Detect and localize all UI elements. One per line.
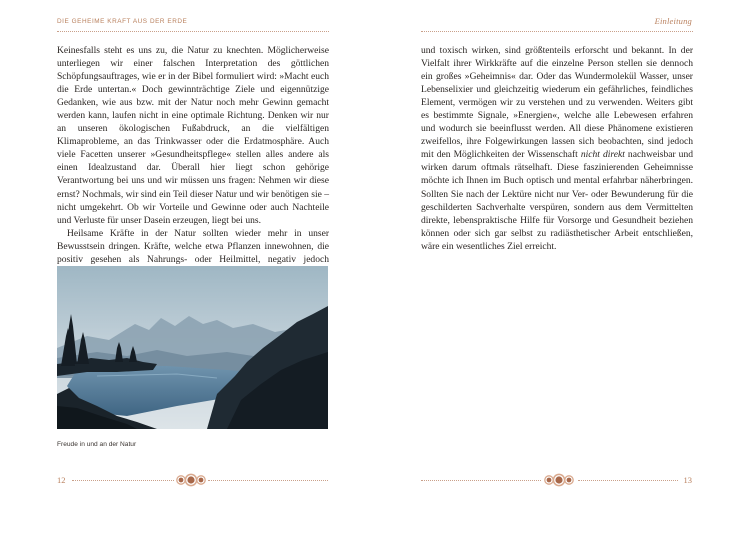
header-rule-right	[421, 31, 693, 32]
right-text-part-1: und toxisch wirken, sind größtenteils erforscht und bekannt. In der Vielfalt ihrer Wirkkräfte auf die einzelne Person stellen sie dennoch ein großes »Geheimnis« dar. Oder das Wundermolekül Wasser, unser Lebenselixier und gleichzeitig wiederum ein gefährliches, feindliches Element, vermögen wir zu verstehen und zu verwenden. Weiters gibt es bestimmte Signale, »Energien«, welche alle Lebewesen erfahren und wodurch sie beeinflusst werden. All diese Phänomene existieren zweifellos, ihre Folgewirkungen lassen sich beobachten, sind jedoch mit den Möglichkeiten der Wissenschaft	[421, 45, 693, 161]
left-paragraph-2: Heilsame Kräfte in der Natur sollten wieder mehr in unser Bewusstsein dringen. Kräfte, welche etwa Pflanzen innewohnen, die positiv gesehen als Nahrungs- oder Heilmittel, negativ jedoch	[57, 227, 329, 265]
left-paragraph-1: Keinesfalls steht es uns zu, die Natur zu knechten. Möglicherweise unterliegen wir einer falschen Interpretation des göttlichen Schöpfungsauftrages, wie er in der Bibel formuliert wird: »Macht euch die Erde untertan.« Doch gewinnträchtige Ziele und eigennützige Gedanken, wie aus bzw. mit der Natur noch mehr Gewinn gemacht werden kann, laufen nicht in eine optimale Richtung. Denken wir nur an unseren ökologischen Fußabdruck, an die vielfältigen Klimaprobleme, an das Trinkwasser oder die Erdatmosphäre. Auch viele Facetten unserer »Gesundheitspflege« stellen alles andere als einen Idealzustand dar. Überall hier liegt schon gehörige Verantwortung bei uns und wir müssen uns fragen: Nehmen wir diese ernst? Nochmals, wir sind ein Teil dieser Natur und wir benötigen sie – nicht umgekehrt. Ob wir Vorteile und Gewinne oder auch Nachteile und Verluste für unser Dasein erzeugen, liegt bei uns.	[57, 45, 329, 226]
page-number-right: 13	[683, 475, 692, 485]
three-circle-ornament-icon	[544, 473, 574, 487]
photo-caption: Freude in und an der Natur	[57, 441, 137, 448]
left-body-text	[57, 44, 329, 279]
mountain-lake-photo	[57, 266, 328, 429]
footer-rule-left-a	[72, 480, 174, 481]
running-head-right: Einleitung	[654, 16, 692, 26]
footer-rule-right-b	[578, 480, 678, 481]
right-page	[375, 0, 750, 543]
header-rule-left	[57, 31, 329, 32]
footer-rule-left-b	[208, 480, 328, 481]
right-text-emphasis: nicht direkt	[580, 149, 625, 161]
page-number-left: 12	[57, 475, 66, 485]
right-paragraph-1	[421, 44, 693, 253]
footer-rule-right-a	[421, 480, 541, 481]
running-head-left: DIE GEHEIME KRAFT AUS DER ERDE	[57, 18, 188, 25]
right-text-part-2: nachweisbar und wirken darum oftmals rätselhaft. Diese faszinierenden Geheimnisse möchte ich Ihnen im Buch optisch und mental erfahrbar näherbringen. Sollten Sie nach der Lektüre nicht nur Ver- oder Bewunderung für die geschilderten Sachverhalte verspüren, sondern aus dem Vermittelten direkte, lebenspraktische Hilfe für Vorsorge und Gesundheit beziehen können oder sich gar selbst zu radiästhetischer Arbeit entschließen, wäre ein wesentliches Ziel erreicht.	[421, 149, 693, 252]
three-circle-ornament-icon	[176, 473, 206, 487]
right-body-text	[421, 44, 693, 253]
